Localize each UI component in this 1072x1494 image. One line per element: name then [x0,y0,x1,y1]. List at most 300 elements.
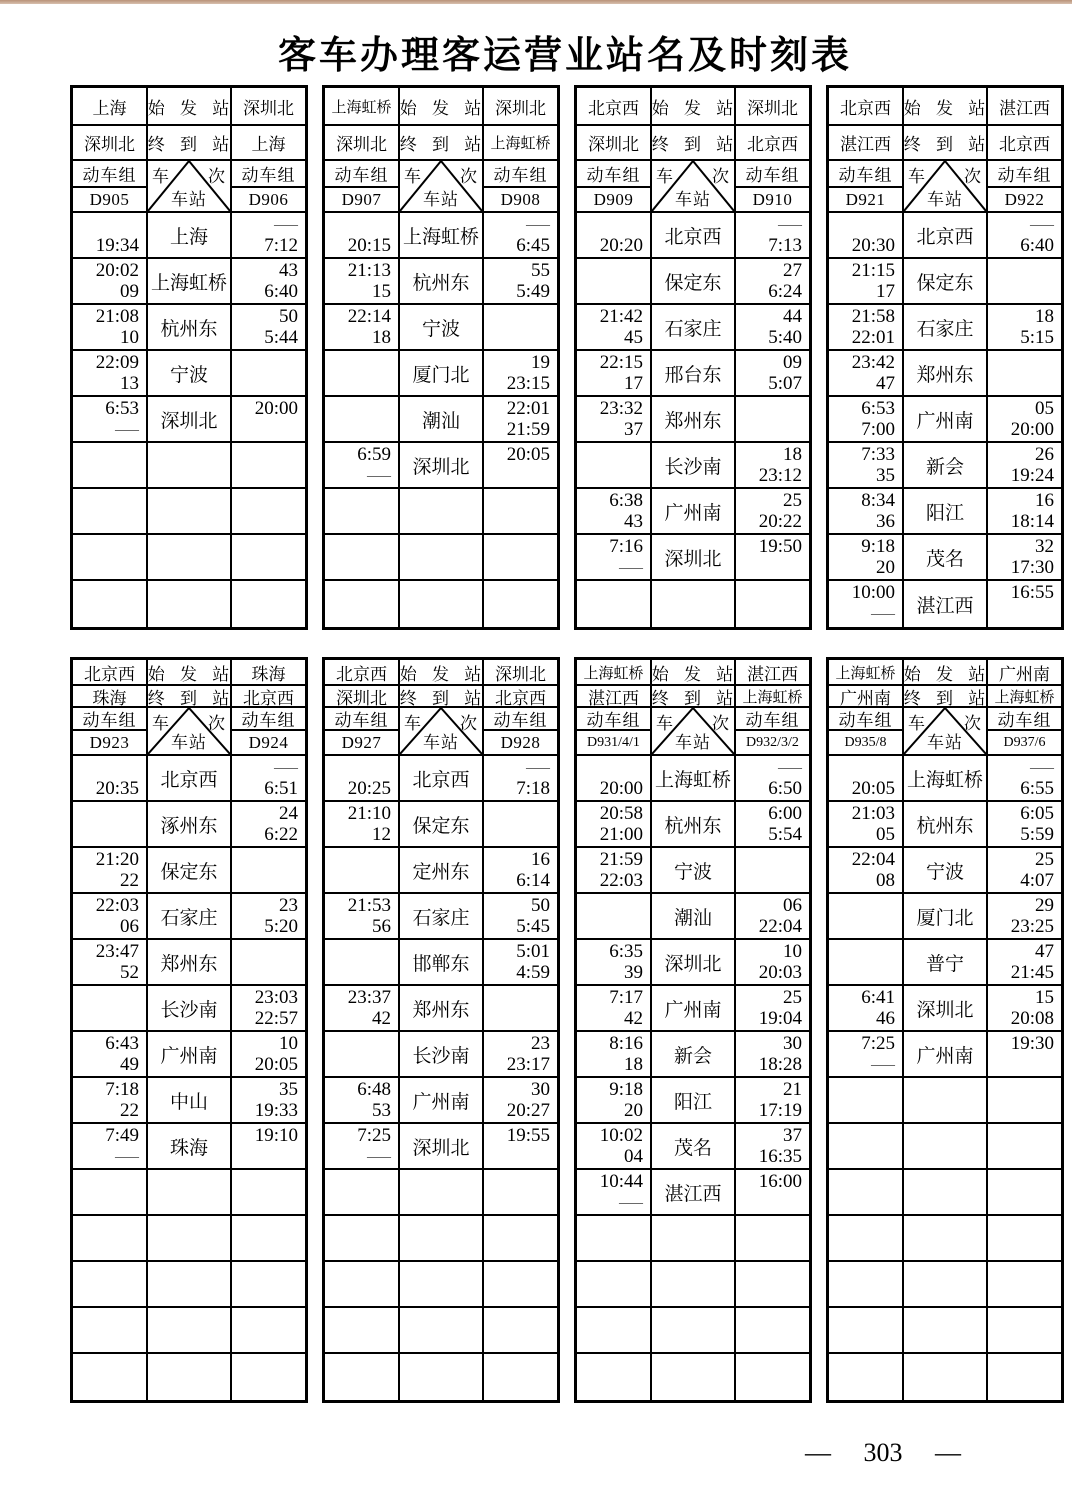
left-train-terminal: 广州南 [829,686,904,706]
time-cell [736,1032,809,1076]
time-value: 6:41 [861,987,895,1008]
empty-station-cell [904,1124,988,1168]
number-char-label: 次 [208,714,225,733]
time-cell [988,848,1061,892]
time-cell [736,535,809,579]
header-train-row [829,161,1061,213]
empty-station-cell [400,1262,484,1306]
time-value: 21:59 [506,419,550,440]
empty-time-cell [988,1078,1061,1122]
time-value [325,849,398,870]
timetable-D909 [574,85,812,630]
time-cell [829,756,904,800]
header-origin-row [73,88,305,126]
time-cell [484,213,557,257]
time-cell [736,802,809,846]
empty-station-cell [904,1262,988,1306]
time-cell [577,351,652,395]
time-value: 20:00 [1010,419,1054,440]
time-cell [988,443,1061,487]
time-value: 22:01 [506,398,550,419]
time-value: 20:00 [254,398,298,419]
station-data-row [577,351,809,397]
time-value [232,1146,305,1167]
right-train-origin: 珠海 [251,664,286,684]
time-value [577,916,650,937]
station-data-row [577,894,809,940]
station-data-row [73,1124,305,1170]
station-cell: 深圳北 [400,1124,484,1168]
number-char-label: 次 [712,714,729,733]
empty-station-cell [904,1078,988,1122]
station-cell: 长沙南 [400,1032,484,1076]
time-cell [325,940,400,984]
station-data-row [73,756,305,802]
time-value: 6:22 [264,824,298,845]
timetable-D923 [70,657,308,1403]
time-value [232,849,305,870]
station-cell: 深圳北 [904,986,988,1030]
time-cell [232,213,305,257]
time-cell [736,848,809,892]
time-value: 17 [876,281,895,302]
time-value: 06 [783,895,802,916]
time-value: 10 [120,327,139,348]
station-data-row [829,756,1061,802]
left-train-origin: 北京西 [829,88,904,124]
station-data-row [829,894,1061,940]
station-data-row [577,259,809,305]
station-cell: 厦门北 [904,894,988,938]
station-data-row [577,535,809,581]
time-value: 19:10 [254,1125,298,1146]
time-value: —— [871,606,895,620]
time-value [73,757,146,778]
empty-time-cell [73,443,148,487]
time-value [829,757,902,778]
time-value [736,1192,809,1213]
time-cell [736,986,809,1030]
time-value: 6:59 [357,444,391,465]
time-value: 21:58 [851,306,895,327]
time-value [736,557,809,578]
empty-station-cell [400,535,484,579]
time-value [484,1008,557,1029]
time-cell [325,756,400,800]
time-value: 18 [624,1054,643,1075]
time-value [577,281,650,302]
empty-data-row [325,1262,557,1308]
time-cell [829,397,904,441]
time-cell [232,940,305,984]
origin-station-label: 始 发 站 [652,660,736,684]
time-value [577,214,650,235]
empty-data-row [829,1170,1061,1216]
header-train-row [829,708,1061,756]
time-value: 05 [876,824,895,845]
right-train-number: D908 [500,189,541,209]
time-value: 52 [120,962,139,983]
right-train-number: D910 [752,189,793,209]
train-char-label: 车 [152,714,169,733]
empty-time-cell [232,1170,305,1214]
time-value: 30 [783,1033,802,1054]
train-station-diagonal-cell [148,161,232,211]
empty-data-row [73,1170,305,1216]
time-value: 5:54 [768,824,802,845]
time-value: 20:27 [506,1100,550,1121]
station-cell: 茂名 [904,535,988,579]
right-train-terminal: 北京西 [243,688,294,706]
station-data-row [829,848,1061,894]
time-cell [736,305,809,349]
time-value: 50 [279,306,298,327]
empty-time-cell [73,1354,148,1400]
right-train-number: D932/3/2 [746,734,799,750]
empty-time-cell [829,1354,904,1400]
time-value: —— [526,217,550,231]
time-value: 45 [624,327,643,348]
time-value: 21:08 [95,306,139,327]
header-origin-row [73,660,305,686]
time-value: 18 [1035,306,1054,327]
time-value: 19:50 [758,536,802,557]
station-data-row [73,986,305,1032]
time-value: 23:42 [851,352,895,373]
station-data-row [325,940,557,986]
right-train-terminal: 北京西 [747,135,798,154]
time-cell [988,756,1061,800]
empty-time-cell [484,1262,557,1306]
left-train-terminal: 深圳北 [73,126,148,159]
time-cell [577,756,652,800]
time-cell [232,848,305,892]
left-train-stack [325,708,400,754]
time-value [232,962,305,983]
station-cell: 宁波 [148,351,232,395]
time-cell [73,259,148,303]
time-value: 22 [120,1100,139,1121]
time-cell [73,305,148,349]
time-value [829,214,902,235]
station-data-row [73,940,305,986]
empty-station-cell [400,1308,484,1352]
time-value: 18:14 [1010,511,1054,532]
time-cell [736,894,809,938]
time-cell [736,489,809,533]
time-value [988,352,1061,373]
station-data-row [325,397,557,443]
left-train-stack [829,161,904,211]
time-value: 17:19 [758,1100,802,1121]
emu-label: 动车组 [988,161,1061,188]
timetable-D907 [322,85,560,630]
empty-station-cell [904,1354,988,1400]
time-value: 22:14 [347,306,391,327]
time-value: 7:18 [516,778,550,799]
station-cell: 宁波 [400,305,484,349]
time-cell [736,213,809,257]
time-value: 18 [783,444,802,465]
time-value [484,824,557,845]
time-cell [232,1032,305,1076]
time-value: 8:34 [861,490,895,511]
time-value: 36 [876,511,895,532]
time-value: —— [619,1195,643,1209]
station-data-row [829,986,1061,1032]
left-train-number: D909 [593,189,634,209]
empty-data-row [829,1354,1061,1400]
empty-station-cell [400,489,484,533]
empty-station-cell [148,1262,232,1306]
empty-data-row [73,581,305,627]
station-cell: 涿州东 [148,802,232,846]
empty-station-cell [652,581,736,627]
time-value: —— [778,760,802,774]
time-value: 19:33 [254,1100,298,1121]
empty-time-cell [988,1216,1061,1260]
time-value: 21:15 [851,260,895,281]
time-value: 23:25 [1010,916,1054,937]
right-train-terminal: 上海虹桥 [994,689,1055,706]
time-value [325,870,398,891]
empty-data-row [325,489,557,535]
terminal-station-label: 终 到 站 [904,686,988,706]
station-cell: 保定东 [148,848,232,892]
time-value: 09 [783,352,802,373]
time-cell [232,351,305,395]
number-char-label: 次 [712,167,729,186]
empty-data-row [577,1216,809,1262]
time-cell [484,1124,557,1168]
station-cell: 中山 [148,1078,232,1122]
train-station-diagonal-cell [148,708,232,754]
header-train-row [325,708,557,756]
time-cell [325,351,400,395]
time-cell [232,986,305,1030]
empty-time-cell [325,489,400,533]
emu-label: 动车组 [484,708,557,731]
time-value: 23:32 [599,398,643,419]
time-value: 20:02 [95,260,139,281]
time-cell [73,213,148,257]
time-value: 6:50 [768,778,802,799]
empty-station-cell [148,535,232,579]
train-station-diagonal-cell [904,708,988,754]
empty-time-cell [988,1170,1061,1214]
empty-time-cell [988,1124,1061,1168]
station-cell: 上海虹桥 [148,259,232,303]
time-value: 21:42 [599,306,643,327]
header-train-row [577,161,809,213]
left-train-origin: 北京西 [325,660,400,684]
time-value: 7:25 [357,1125,391,1146]
empty-data-row [73,1354,305,1400]
time-value: 19:04 [758,1008,802,1029]
time-cell [577,1170,652,1214]
station-cell: 湛江西 [904,581,988,627]
time-value: —— [115,1149,139,1163]
train-char-label: 车 [908,714,925,733]
time-value: 22:03 [95,895,139,916]
station-data-row [577,213,809,259]
station-data-row [577,986,809,1032]
station-data-row [325,986,557,1032]
time-cell [232,305,305,349]
time-value: 21 [783,1079,802,1100]
station-cell: 北京西 [904,213,988,257]
empty-station-cell [400,581,484,627]
time-value [73,803,146,824]
time-value: 6:05 [1020,803,1054,824]
empty-time-cell [325,1216,400,1260]
left-train-terminal: 深圳北 [325,686,400,706]
left-train-origin: 上海虹桥 [829,660,904,684]
station-cell: 上海虹桥 [400,213,484,257]
left-train-origin: 上海 [73,88,148,124]
time-value [325,373,398,394]
emu-label: 动车组 [73,708,146,731]
right-train-origin: 湛江西 [747,664,798,684]
terminal-station-label: 终 到 站 [904,126,988,159]
station-data-row [829,535,1061,581]
time-value [73,1008,146,1029]
time-value: 06 [120,916,139,937]
terminal-station-label: 终 到 站 [652,686,736,706]
time-value: 20:08 [1010,1008,1054,1029]
time-cell [484,397,557,441]
time-value: 18:28 [758,1054,802,1075]
station-cell: 上海 [148,213,232,257]
emu-label: 动车组 [484,161,557,188]
empty-time-cell [325,535,400,579]
left-train-number: D923 [89,732,130,752]
time-cell [484,443,557,487]
time-value: 16:35 [758,1146,802,1167]
station-data-row [829,489,1061,535]
time-value: 19 [531,352,550,373]
empty-time-cell [577,1216,652,1260]
station-data-row [73,894,305,940]
station-data-row [829,397,1061,443]
time-value [325,214,398,235]
time-value: —— [526,760,550,774]
right-train-origin: 深圳北 [495,98,546,118]
empty-station-cell [148,443,232,487]
station-data-row [577,1170,809,1216]
time-cell [577,397,652,441]
time-value: 39 [624,962,643,983]
time-value: 5:59 [1020,824,1054,845]
empty-time-cell [577,1354,652,1400]
time-cell [829,351,904,395]
empty-time-cell [736,1216,809,1260]
station-cell: 广州南 [400,1078,484,1122]
time-value: 20:20 [599,235,643,256]
station-data-row [577,756,809,802]
station-cell: 新会 [904,443,988,487]
origin-station-label: 始 发 站 [148,88,232,124]
time-cell [325,305,400,349]
number-char-label: 次 [460,714,477,733]
right-train-stack [736,708,809,754]
emu-label: 动车组 [829,161,902,188]
time-cell [736,1170,809,1214]
station-cell: 保定东 [904,259,988,303]
empty-data-row [829,1078,1061,1124]
time-value [988,281,1061,302]
time-cell [325,213,400,257]
time-cell [736,259,809,303]
station-cell: 石家庄 [904,305,988,349]
station-data-row [829,443,1061,489]
time-value: 6:00 [768,803,802,824]
time-value: 20:03 [758,962,802,983]
train-char-label: 车 [404,714,421,733]
time-value: 5:07 [768,373,802,394]
time-cell [484,756,557,800]
time-cell [988,397,1061,441]
emu-label: 动车组 [325,708,398,731]
station-cell: 杭州东 [400,259,484,303]
time-cell [232,1078,305,1122]
time-cell [73,1078,148,1122]
left-train-number: D931/4/1 [587,734,640,750]
time-cell [988,351,1061,395]
time-value: 6:45 [516,235,550,256]
time-cell [988,940,1061,984]
time-value: 4:59 [516,962,550,983]
header-terminal-row [325,126,557,161]
right-train-stack [232,161,305,211]
station-cell: 广州南 [904,397,988,441]
time-value: 47 [1035,941,1054,962]
time-cell [829,894,904,938]
time-value: 21:53 [347,895,391,916]
time-value: 35 [876,465,895,486]
time-cell [736,351,809,395]
station-cell: 深圳北 [652,535,736,579]
time-cell [829,581,904,627]
station-data-row [325,259,557,305]
time-value [232,419,305,440]
time-value: 21:10 [347,803,391,824]
left-train-terminal: 珠海 [73,686,148,706]
right-train-stack [232,708,305,754]
time-cell [829,1032,904,1076]
time-cell [829,259,904,303]
station-data-row [325,305,557,351]
right-train-stack [484,708,557,754]
time-value: 50 [531,895,550,916]
empty-time-cell [829,1216,904,1260]
origin-station-label: 始 发 站 [148,660,232,684]
time-cell [484,259,557,303]
time-value: 30 [531,1079,550,1100]
empty-data-row [577,1308,809,1354]
time-value: 32 [1035,536,1054,557]
station-cell: 潮汕 [400,397,484,441]
header-train-row [73,708,305,756]
empty-data-row [577,1262,809,1308]
time-value: 20:05 [851,778,895,799]
left-train-origin: 北京西 [577,88,652,124]
origin-station-label: 始 发 站 [400,660,484,684]
empty-time-cell [73,1308,148,1352]
time-value: 24 [279,803,298,824]
time-cell [736,756,809,800]
time-cell [73,940,148,984]
